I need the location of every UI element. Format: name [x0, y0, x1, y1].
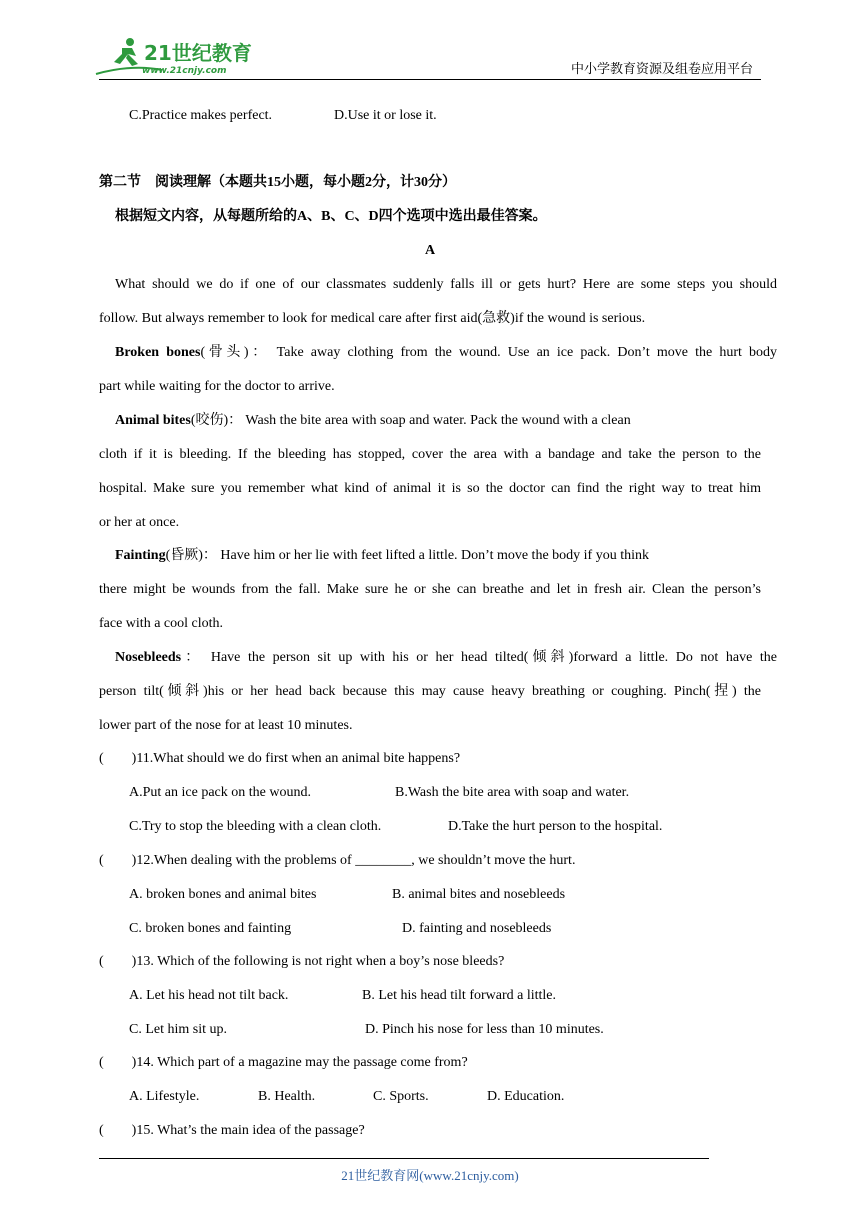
question-stem: 11.What should we do first when an animal bite happens?: [136, 751, 461, 766]
nosebleeds-gloss: ：: [181, 650, 204, 665]
question-12: [99, 851, 761, 871]
nosebleeds-text: Have the person sit up with his or her head tilted(倾斜)forward a little. Do not have the: [203, 650, 778, 665]
broken-bones-line-2: part while waiting for the doctor to arrive.: [99, 379, 335, 394]
q11-option-d: D.Take the hurt person to the hospital.: [448, 819, 663, 834]
nosebleeds-line-2: person tilt(倾斜)his or her head back because this may cause heavy breathing or coughing. Pinch(捏) the: [99, 684, 761, 699]
broken-bones-title: Broken bones: [115, 345, 201, 360]
nosebleeds-title: Nosebleeds: [115, 650, 182, 665]
question-stem: 15. What’s the main idea of the passage?: [136, 1123, 365, 1138]
passage-intro-line-2: follow. But always remember to look for medical care after first aid(急救)if the wound is serious.: [99, 311, 646, 326]
fainting-title: Fainting: [115, 548, 166, 563]
animal-bites-line-3: hospital. Make sure you remember what kind of animal it is so the doctor can find the right way to treat him: [99, 481, 761, 496]
question-stem: 13. Which of the following is not right when a boy’s nose bleeds?: [136, 954, 505, 969]
q11-option-c: C.Try to stop the bleeding with a clean cloth.: [129, 819, 382, 834]
question-11: [99, 749, 761, 769]
q14-option-c: C. Sports.: [373, 1089, 429, 1104]
animal-bites-title: Animal bites: [115, 413, 191, 428]
fainting-line-1: [99, 546, 777, 566]
section-heading: 第二节 阅读理解（本题共15小题，每小题2分，计30分）: [99, 175, 456, 190]
passage-label: A: [424, 243, 436, 258]
footer-divider: [99, 1158, 709, 1159]
broken-bones-line-1: [99, 343, 777, 363]
animal-bites-gloss: (咬伤)：: [190, 413, 243, 428]
q12-option-b: B. animal bites and nosebleeds: [392, 887, 566, 902]
platform-title: 中小学教育资源及组卷应用平台: [571, 61, 754, 76]
prev-option-d: D.Use it or lose it.: [334, 108, 437, 123]
fainting-line-3: face with a cool cloth.: [99, 616, 224, 631]
answer-blank: ( ): [99, 1123, 137, 1138]
section-instruction: 根据短文内容，从每题所给的A、B、C、D四个选项中选出最佳答案。: [115, 209, 547, 224]
footer-site-link[interactable]: 21世纪教育网(www.21cnjy.com): [341, 1168, 519, 1183]
q13-option-c: C. Let him sit up.: [129, 1022, 227, 1037]
fainting-line-2: there might be wounds from the fall. Make sure he or she can breathe and let in fresh air. Clean the person’s: [99, 582, 761, 597]
q13-option-d: D. Pinch his nose for less than 10 minutes.: [365, 1022, 604, 1037]
q11-option-a: A.Put an ice pack on the wound.: [129, 785, 311, 800]
q14-option-b: B. Health.: [258, 1089, 316, 1104]
answer-blank: ( ): [99, 853, 137, 868]
fainting-gloss: (昏厥)：: [165, 548, 217, 563]
animal-bites-line-1: [99, 411, 777, 431]
answer-blank: ( ): [99, 751, 137, 766]
question-15: [99, 1121, 761, 1141]
q12-option-c: C. broken bones and fainting: [129, 921, 292, 936]
q14-option-a: A. Lifestyle.: [129, 1089, 200, 1104]
q12-option-a: A. broken bones and animal bites: [129, 887, 317, 902]
animal-bites-line-4: or her at once.: [99, 515, 180, 530]
broken-bones-text: Take away clothing from the wound. Use an ice pack. Don’t move the hurt body: [269, 345, 777, 360]
logo-text: 21世纪教育: [144, 41, 252, 65]
q12-option-d: D. fainting and nosebleeds: [402, 921, 552, 936]
fainting-text: Have him or her lie with feet lifted a little. Don’t move the body if you think: [216, 548, 649, 563]
site-logo: [92, 34, 262, 78]
prev-option-c: C.Practice makes perfect.: [129, 108, 273, 123]
q13-option-a: A. Let his head not tilt back.: [129, 988, 289, 1003]
q13-option-b: B. Let his head tilt forward a little.: [362, 988, 557, 1003]
broken-bones-gloss: (骨头)：: [200, 345, 270, 360]
question-stem: 12.When dealing with the problems of ________, we shouldn’t move the hurt.: [136, 853, 576, 868]
animal-bites-text: Wash the bite area with soap and water. Pack the wound with a clean: [242, 413, 631, 428]
question-stem: 14. Which part of a magazine may the passage come from?: [136, 1055, 468, 1070]
question-14: [99, 1053, 761, 1073]
logo-url: www.21cnjy.com: [142, 66, 227, 76]
answer-blank: ( ): [99, 1055, 137, 1070]
answer-blank: ( ): [99, 954, 137, 969]
header-divider: [99, 79, 761, 80]
q14-option-d: D. Education.: [487, 1089, 565, 1104]
passage-intro-line-1: What should we do if one of our classmates suddenly falls ill or gets hurt? Here are some steps you should: [115, 277, 777, 292]
q11-option-b: B.Wash the bite area with soap and water.: [395, 785, 630, 800]
question-13: [99, 952, 761, 972]
nosebleeds-line-1: [99, 648, 777, 668]
animal-bites-line-2: cloth if it is bleeding. If the bleeding has stopped, cover the area with a bandage and take the person to the: [99, 447, 761, 462]
nosebleeds-line-3: lower part of the nose for at least 10 minutes.: [99, 718, 353, 733]
